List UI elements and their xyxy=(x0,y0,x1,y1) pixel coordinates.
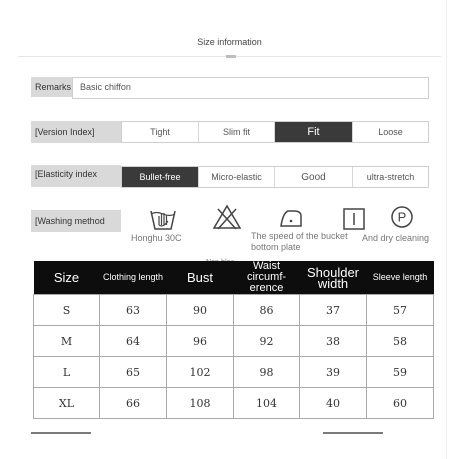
elasticity-options xyxy=(121,166,429,188)
cell-shoulder-width: 39 xyxy=(300,357,367,388)
table-row xyxy=(34,326,434,357)
cell-bust: 108 xyxy=(167,388,234,419)
header-shoulder-width: Shoulder width xyxy=(300,261,367,295)
dry-clean-text: And dry cleaning xyxy=(362,233,430,243)
cell-shoulder-width: 37 xyxy=(300,295,367,326)
header-bust: Bust xyxy=(167,261,234,295)
do-not-bleach-icon xyxy=(212,203,242,236)
cell-size: XL xyxy=(34,388,100,419)
footer-divider-left xyxy=(31,432,91,434)
table-header-row xyxy=(34,261,434,295)
footer-divider-right xyxy=(323,432,383,434)
cell-clothing-length: 63 xyxy=(100,295,167,326)
elasticity-option-micro-elastic[interactable]: Micro-elastic xyxy=(198,167,274,187)
page-title: Size information xyxy=(197,37,262,47)
header-clothing-length: Clothing length xyxy=(100,261,167,295)
cell-clothing-length: 65 xyxy=(100,357,167,388)
cell-sleeve-length: 58 xyxy=(367,326,434,357)
cell-sleeve-length: 57 xyxy=(367,295,434,326)
cell-bust: 102 xyxy=(167,357,234,388)
version-option-slim-fit[interactable]: Slim fit xyxy=(198,122,274,142)
cell-waist: 86 xyxy=(234,295,300,326)
version-index-options xyxy=(121,121,429,143)
table-row xyxy=(34,388,434,419)
washing-method-label: [Washing method xyxy=(31,210,121,232)
cell-shoulder-width: 40 xyxy=(300,388,367,419)
cell-bust: 96 xyxy=(167,326,234,357)
dry-clean-icon xyxy=(390,205,414,234)
cell-clothing-length: 66 xyxy=(100,388,167,419)
elasticity-option-good[interactable]: Good xyxy=(274,167,352,187)
size-table xyxy=(33,261,434,419)
header-size: Size xyxy=(34,261,100,295)
version-option-fit[interactable]: Fit xyxy=(274,122,352,142)
cell-waist: 92 xyxy=(234,326,300,357)
title-ornament xyxy=(226,55,236,58)
cell-sleeve-length: 60 xyxy=(367,388,434,419)
right-border xyxy=(446,0,447,459)
cell-clothing-length: 64 xyxy=(100,326,167,357)
elasticity-option-bullet-free[interactable]: Bullet-free xyxy=(122,167,198,187)
table-row xyxy=(34,357,434,388)
dry-icon xyxy=(342,207,366,236)
cell-size: M xyxy=(34,326,100,357)
version-index-label: [Version Index] xyxy=(31,121,121,143)
cell-waist: 98 xyxy=(234,357,300,388)
cell-size: L xyxy=(34,357,100,388)
iron-icon xyxy=(278,207,304,234)
iron-text: The speed of the bucket bottom plate xyxy=(251,231,348,252)
cell-sleeve-length: 59 xyxy=(367,357,434,388)
header-sleeve-length: Sleeve length xyxy=(367,261,434,295)
hand-wash-icon xyxy=(148,205,178,236)
table-row xyxy=(34,295,434,326)
remarks-value: Basic chiffon xyxy=(80,82,131,92)
version-option-loose[interactable]: Loose xyxy=(352,122,428,142)
cell-bust: 90 xyxy=(167,295,234,326)
cell-size: S xyxy=(34,295,100,326)
elasticity-option-ultra-stretch[interactable]: ultra-stretch xyxy=(352,167,428,187)
svg-text:P: P xyxy=(397,209,407,225)
elasticity-label: [Elasticity index xyxy=(31,165,121,187)
remarks-label: Remarks xyxy=(31,77,76,97)
header-waist: Waist circumf-erence xyxy=(234,261,300,295)
hand-wash-text: Honghu 30C xyxy=(131,233,182,243)
cell-waist: 104 xyxy=(234,388,300,419)
cell-shoulder-width: 38 xyxy=(300,326,367,357)
version-option-tight[interactable]: Tight xyxy=(150,127,170,137)
